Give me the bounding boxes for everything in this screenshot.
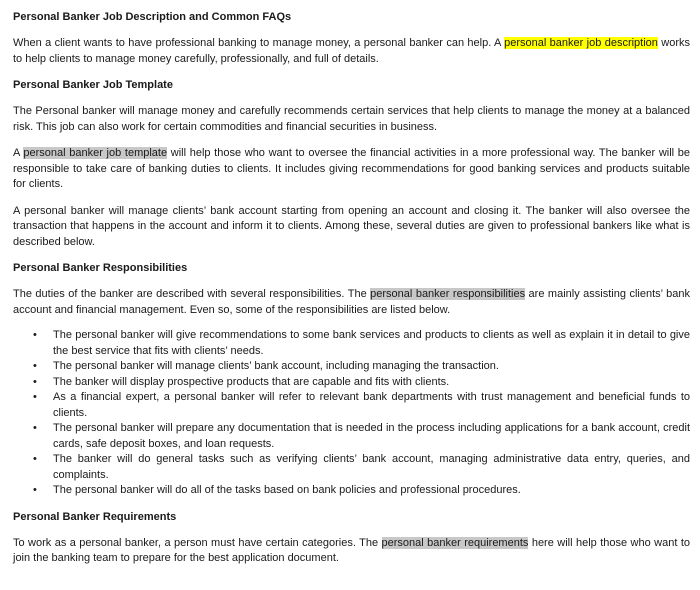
list-item	[33, 390, 690, 421]
template-p2-before: A	[13, 147, 24, 159]
template-p2-after: will help those who want to oversee the financial activities in a more professional way. The banker will be responsible to take care of banking duties to clients. It includes giving recommendations for good banking services and products suitable for clients.	[13, 147, 691, 190]
template-paragraph-2	[13, 146, 690, 193]
list-item-text: The banker will do general tasks such as verifying clients’ bank account, managing administrative data entry, queries, and complaints.	[53, 453, 690, 481]
responsibilities-intro-after: are mainly assisting clients’ bank account and financial management. Even so, some of the responsibilities are listed below.	[13, 288, 690, 316]
requirements-paragraph	[13, 536, 690, 567]
intro-paragraph	[13, 36, 690, 67]
list-item-text: The banker will display prospective products that are capable and fits with clients.	[53, 375, 450, 388]
list-item-text: The personal banker will do all of the tasks based on bank policies and professional procedures.	[53, 484, 521, 496]
list-item	[33, 328, 690, 359]
bullet-icon: •	[33, 329, 37, 341]
job-description-link[interactable]: personal banker job description	[504, 37, 658, 49]
responsibilities-list	[13, 328, 690, 499]
document-title: Personal Banker Job Description and Common FAQs	[13, 11, 292, 23]
bullet-icon: •	[33, 422, 37, 434]
list-item	[33, 359, 690, 375]
job-template-link[interactable]: personal banker job template	[23, 147, 168, 159]
bullet-icon: •	[33, 375, 37, 388]
responsibilities-heading: Personal Banker Responsibilities	[13, 262, 188, 274]
list-item-text: As a financial expert, a personal banker will refer to relevant bank departments with trust management and beneficial funds to clients.	[53, 391, 690, 419]
template-heading: Personal Banker Job Template	[13, 79, 173, 91]
list-item-text: The personal banker will give recommendations to some bank services and products to clients as well as explain it in detail to give the best service that fits with clients’ needs.	[53, 329, 690, 357]
list-item-text: The personal banker will prepare any documentation that is needed in the process including applications for a bank account, credit cards, safe deposit boxes, and loan requests.	[53, 422, 690, 450]
template-paragraph-3: A personal banker will manage clients’ bank account starting from opening an account and closing it. The banker will also oversee the transaction that happens in the account and inform it to clients. Among these, several duties are given to professional bankers like what is described below.	[13, 204, 690, 248]
bullet-icon: •	[33, 484, 37, 496]
requirements-link[interactable]: personal banker requirements	[381, 536, 529, 549]
requirements-heading: Personal Banker Requirements	[13, 510, 177, 523]
intro-text-after: works to help clients to manage money carefully, professionally, and full of details.	[13, 37, 691, 65]
template-paragraph-1: The Personal banker will manage money and carefully recommends certain services that help clients to manage the money at a balanced risk. This job can also work for certain commodities and financial securities in business.	[13, 105, 690, 133]
requirements-p-before: To work as a personal banker, a person must have certain categories. The	[13, 536, 382, 549]
list-item	[33, 452, 690, 483]
responsibilities-intro-before: The duties of the banker are described with several responsibilities. The	[13, 288, 371, 300]
list-item	[33, 375, 690, 391]
bullet-icon: •	[33, 360, 37, 372]
list-item-text: The personal banker will manage clients’ bank account, including managing the transaction.	[53, 360, 499, 372]
list-item	[33, 483, 690, 499]
responsibilities-intro	[13, 287, 690, 318]
bullet-icon: •	[33, 391, 37, 403]
intro-text-before: When a client wants to have professional banking to manage money, a personal banker can help. A	[13, 37, 505, 49]
responsibilities-link[interactable]: personal banker responsibilities	[370, 288, 526, 300]
list-item	[33, 421, 690, 452]
requirements-p-after: here will help those who want to join the banking team to prepare for the best application document.	[13, 536, 690, 564]
bullet-icon: •	[33, 453, 37, 465]
